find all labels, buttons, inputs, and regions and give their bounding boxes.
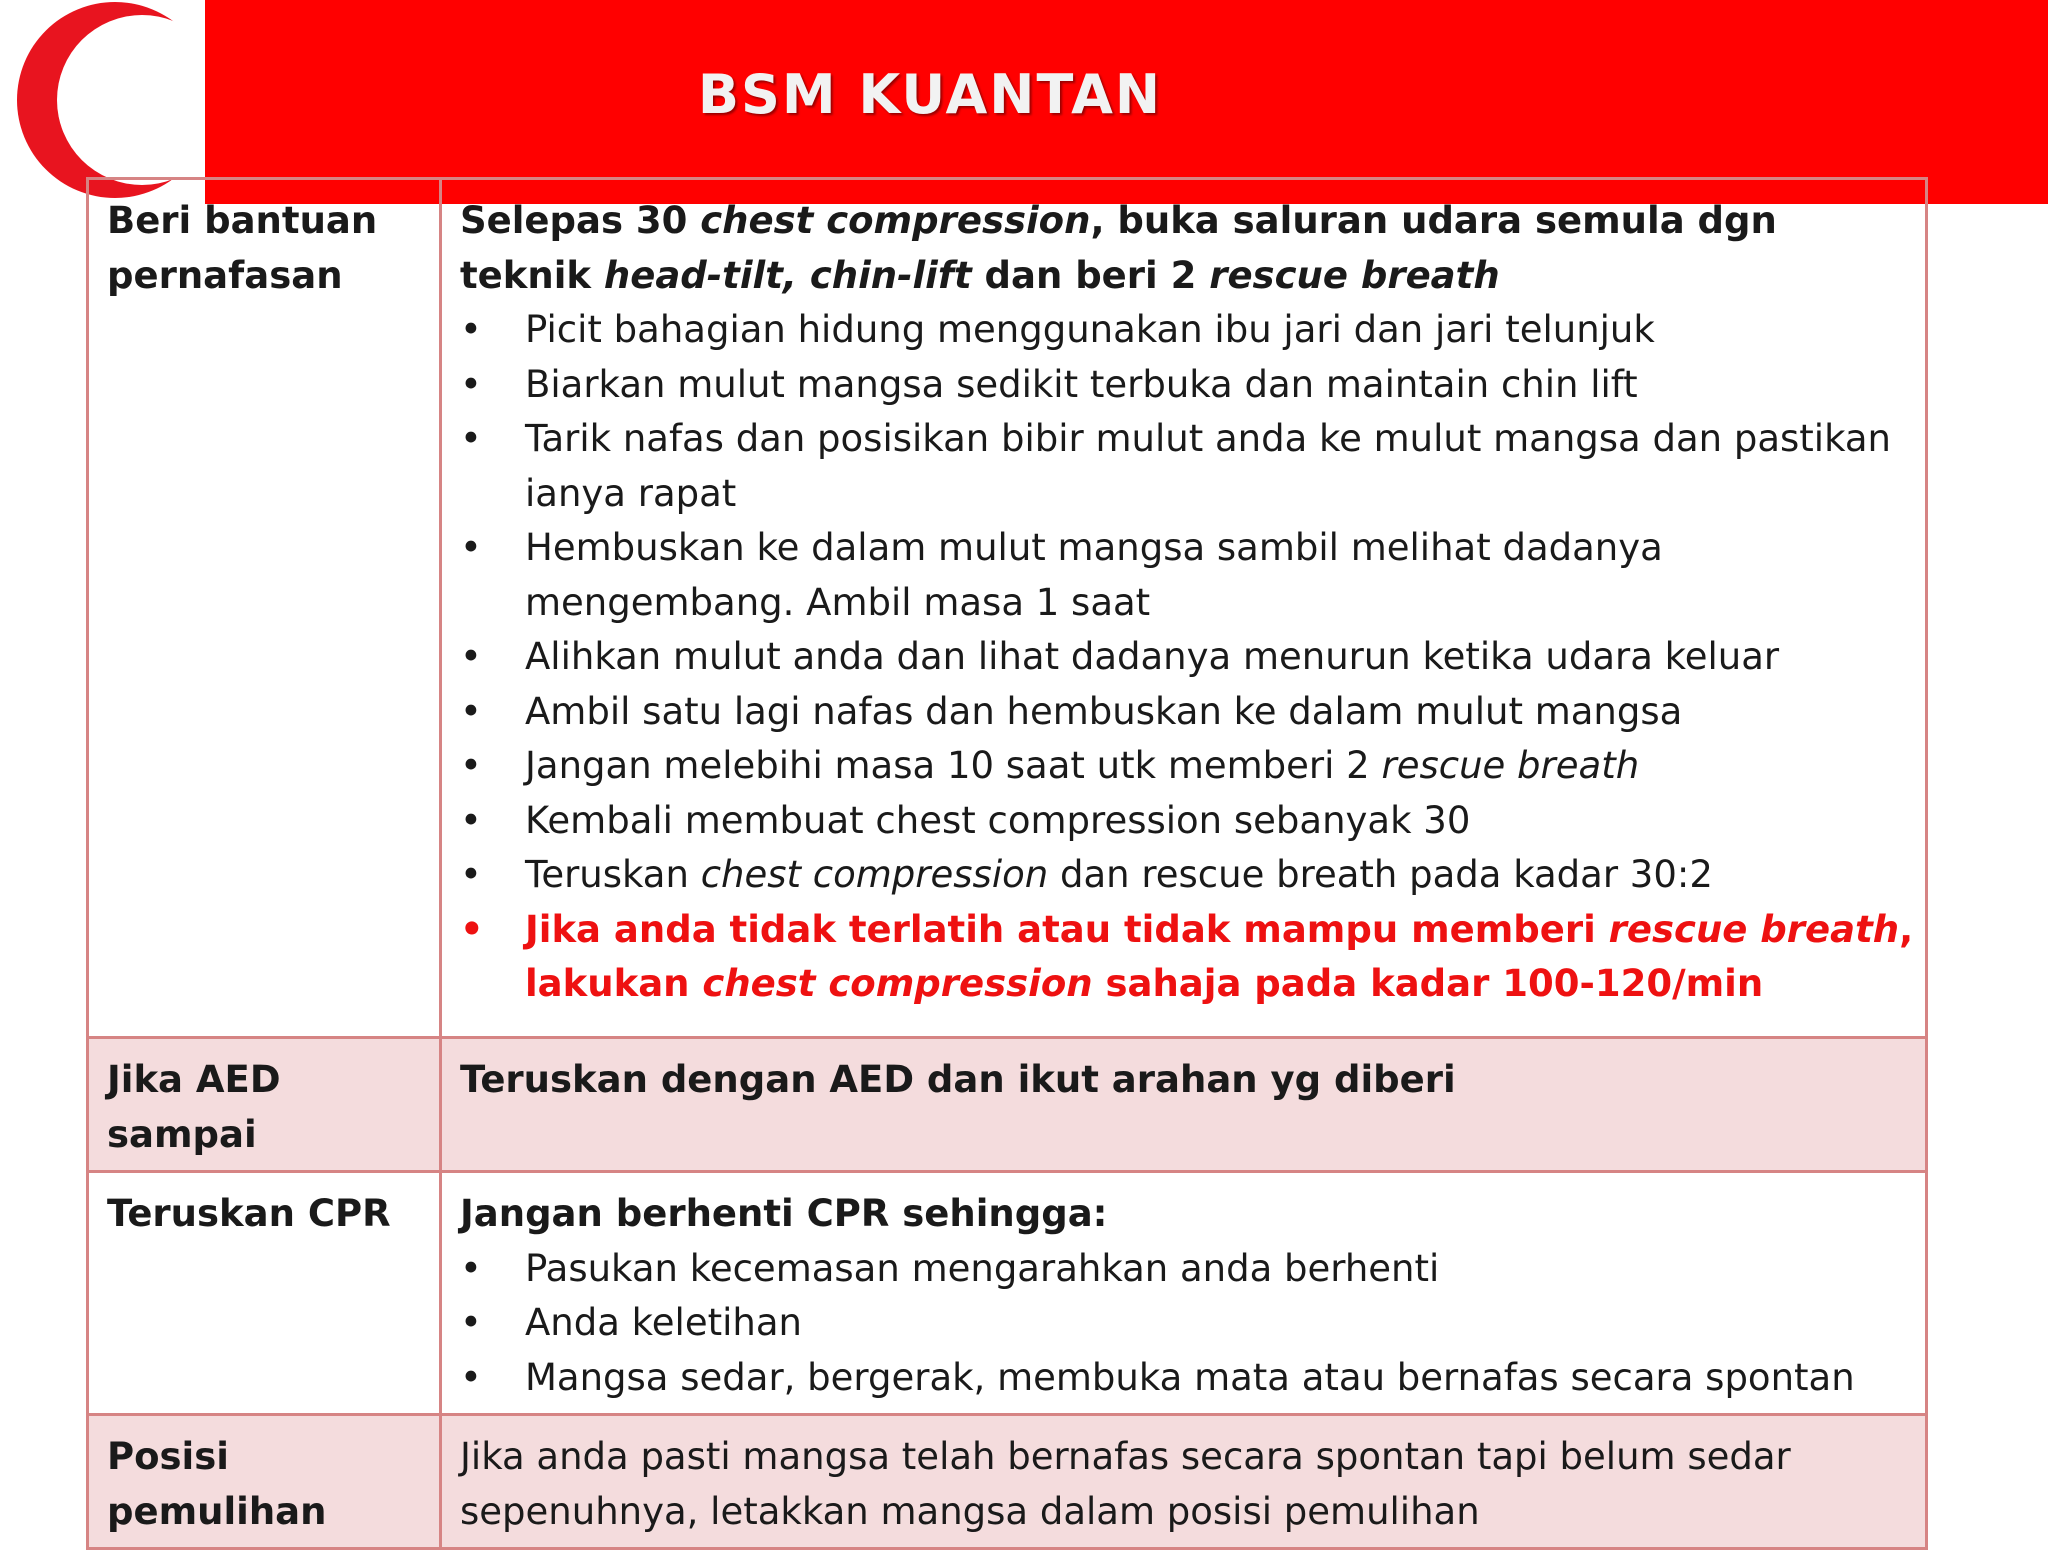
row-description <box>441 179 1927 1038</box>
list-item <box>460 794 1915 849</box>
row-description <box>441 1038 1927 1172</box>
text-segment: Anda keletihan <box>525 1301 802 1344</box>
row-lead <box>460 1053 1915 1108</box>
text-segment: Hembuskan ke dalam mulut mangsa sambil melihat dadanya mengembang. Ambil masa 1 saat <box>525 526 1663 624</box>
row-label: Beri bantuan pernafasan <box>88 179 441 1038</box>
text-segment: rescue breath <box>1381 744 1640 787</box>
bullet-list <box>460 303 1915 1012</box>
bullet-icon: • <box>460 417 482 460</box>
text-segment: Teruskan <box>525 853 701 896</box>
bullet-icon: • <box>460 853 482 896</box>
list-item <box>460 1242 1915 1297</box>
text-segment: Alihkan mulut anda dan lihat dadanya menurun ketika udara keluar <box>525 635 1780 678</box>
text-segment: Mangsa sedar, bergerak, membuka mata atau bernafas secara spontan <box>525 1355 1855 1399</box>
list-item <box>460 521 1915 630</box>
text-segment: Ambil satu lagi nafas dan hembuskan ke dalam mulut mangsa <box>525 689 1683 733</box>
text-segment: , buka saluran udara semula dgn teknik <box>460 199 1777 297</box>
row-lead <box>460 194 1915 303</box>
text-segment: Biarkan mulut mangsa sedikit terbuka dan maintain chin lift <box>525 362 1638 406</box>
row-label: Jika AED sampai <box>88 1038 441 1172</box>
bullet-icon: • <box>460 1246 482 1290</box>
list-item <box>460 1296 1915 1351</box>
red-crescent-icon <box>0 0 205 205</box>
table-row <box>88 1415 1927 1549</box>
text-segment: , lakukan <box>525 907 1914 1005</box>
text-segment: Teruskan dengan AED dan ikut arahan yg diberi <box>460 1058 1456 1101</box>
row-lead <box>460 1187 1915 1242</box>
cpr-steps-table <box>86 177 1928 1550</box>
row-paragraph: Jika anda pasti mangsa telah bernafas secara spontan tapi belum sedar sepenuhnya, letakkan mangsa dalam posisi pemulihan <box>460 1435 1791 1533</box>
text-segment: Jangan berhenti CPR sehingga: <box>460 1192 1108 1235</box>
bullet-list <box>460 1242 1915 1406</box>
bullet-icon: • <box>460 362 482 406</box>
list-item <box>460 848 1915 903</box>
bullet-icon: • <box>460 635 482 678</box>
list-item <box>460 1351 1915 1406</box>
text-segment: Pasukan kecemasan mengarahkan anda berhenti <box>525 1246 1440 1290</box>
list-item <box>460 685 1915 740</box>
text-segment: sahaja pada kadar 100-120/min <box>1092 962 1764 1005</box>
text-segment: Tarik nafas dan posisikan bibir mulut anda ke mulut mangsa dan pastikan ianya rapat <box>525 417 1891 515</box>
table-row <box>88 1038 1927 1172</box>
bullet-icon: • <box>460 798 482 842</box>
bullet-icon: • <box>460 907 484 951</box>
list-item <box>460 630 1915 685</box>
text-segment: rescue breath <box>1209 253 1500 297</box>
list-item <box>460 412 1915 521</box>
table-row <box>88 1172 1927 1415</box>
text-segment: Picit bahagian hidung menggunakan ibu jari dan jari telunjuk <box>525 308 1655 351</box>
list-item <box>460 303 1915 358</box>
text-segment: chest compression <box>702 962 1093 1005</box>
text-segment: head-tilt, chin-lift <box>603 253 972 297</box>
text-segment: Kembali membuat chest compression sebanyak 30 <box>525 798 1471 842</box>
list-item <box>460 903 1915 1012</box>
text-segment: dan beri 2 <box>971 253 1210 297</box>
row-label: Posisi pemulihan <box>88 1415 441 1549</box>
bullet-icon: • <box>460 1355 482 1399</box>
bullet-icon: • <box>460 689 482 733</box>
page-title: BSM KUANTAN <box>697 63 1163 126</box>
bullet-icon: • <box>460 744 482 787</box>
list-item <box>460 358 1915 413</box>
text-segment: chest compression <box>700 853 1049 896</box>
text-segment: Jika anda tidak terlatih atau tidak mampu memberi <box>525 907 1609 951</box>
list-item <box>460 739 1915 794</box>
bullet-icon: • <box>460 526 482 569</box>
table-row <box>88 179 1927 1038</box>
text-segment: Jangan melebihi masa 10 saat utk memberi 2 <box>525 744 1382 787</box>
text-segment: chest compression <box>700 199 1091 242</box>
row-label: Teruskan CPR <box>88 1172 441 1415</box>
row-description <box>441 1415 1927 1549</box>
text-segment: rescue breath <box>1608 907 1900 951</box>
text-segment: dan rescue breath pada kadar 30:2 <box>1048 853 1713 896</box>
row-description <box>441 1172 1927 1415</box>
bullet-icon: • <box>460 308 482 351</box>
text-segment: Selepas 30 <box>460 199 701 242</box>
bullet-icon: • <box>460 1301 482 1344</box>
